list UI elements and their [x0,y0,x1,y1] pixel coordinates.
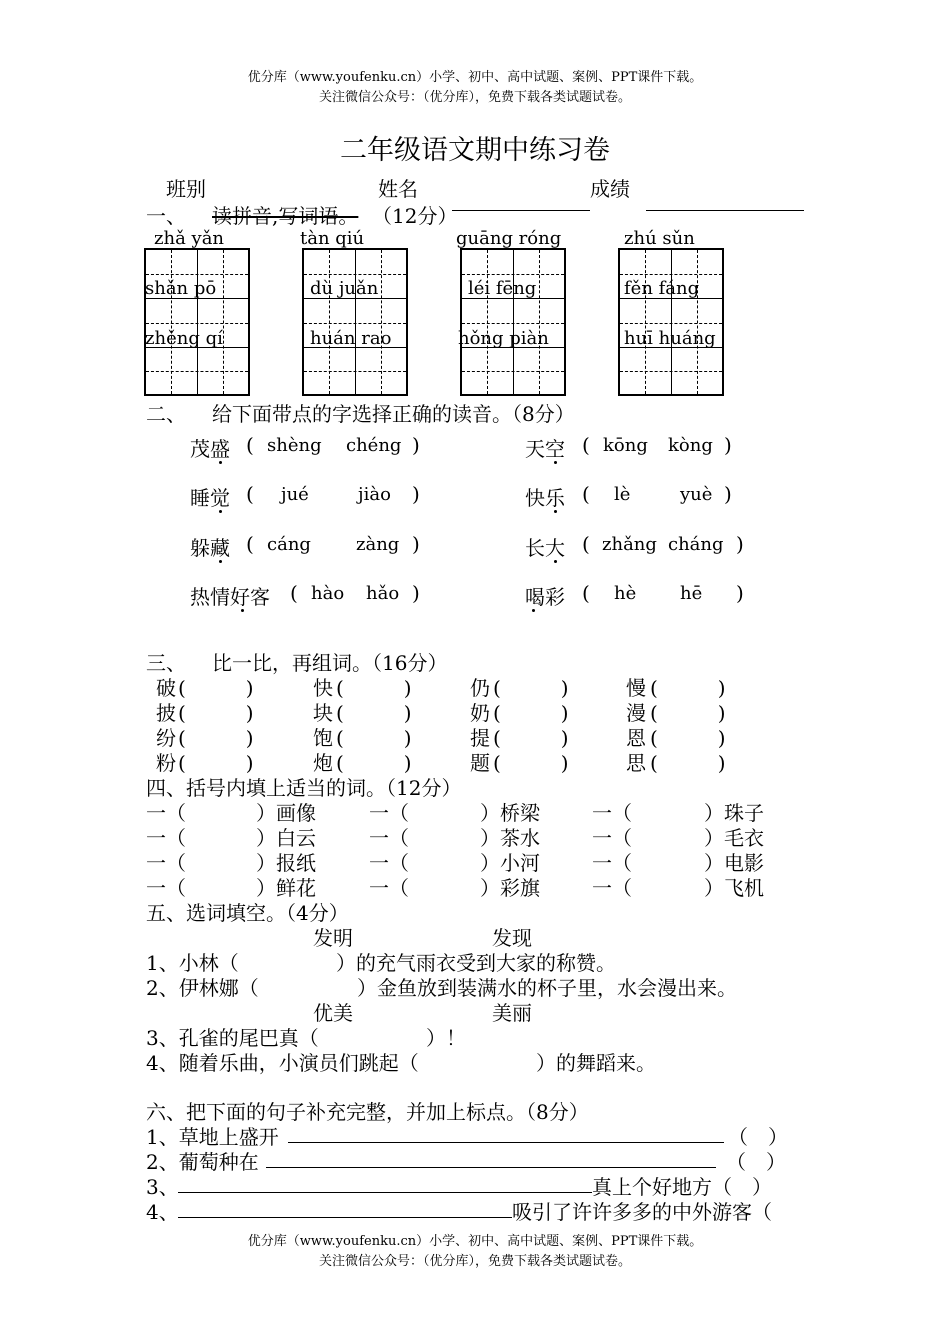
s3-char: 思 [626,751,646,775]
s3-char: 块 [313,701,333,725]
open-paren: ( [246,433,254,457]
s6-heading: 六、把下面的句子补充完整，并加上标点。（8分） [146,1100,589,1124]
s4-prefix: 一（ [146,876,186,900]
s5-q1-end: ）的充气雨衣受到大家的称赞。 [336,951,616,975]
s2-option[interactable]: kōng [603,435,648,456]
s1-points: （12分） [372,204,458,228]
s4-word: ）电影 [704,851,764,875]
s2-option[interactable]: yuè [680,484,713,505]
s4-word: ）茶水 [480,826,540,850]
pinyin-c1: guāng róng [456,228,562,249]
s3-char: 破 [156,676,176,700]
s2-option[interactable]: hè [614,583,637,604]
pinyin-d3: huī huáng [624,328,716,349]
s5-choice: 美丽 [492,1001,532,1025]
s2-option[interactable]: jiào [358,484,391,505]
s2-word: 睡觉 [190,486,230,510]
s3-heading: 比一比，再组词。（16分） [212,651,448,675]
s3-blank[interactable]: ( ) [650,726,726,750]
s4-prefix: 一（ [146,826,186,850]
emphasis-dot [219,461,222,464]
s3-char: 漫 [626,701,646,725]
s5-choice: 发现 [492,926,532,950]
s3-blank[interactable]: ( ) [493,701,569,725]
s5-q3-end: ）！ [426,1026,466,1050]
s4-prefix: 一（ [369,826,409,850]
emphasis-dot [532,609,535,612]
s6-q4-number: 4、 [146,1200,179,1224]
name-underline [452,210,590,211]
s2-word: 喝彩 [525,585,565,609]
s5-q4-end: ）的舞蹈来。 [536,1051,656,1075]
s3-blank[interactable]: ( ) [178,676,254,700]
s5-q4-start: 4、随着乐曲，小演员们跳起（ [146,1051,419,1075]
answer-line[interactable] [178,1192,592,1193]
s5-choice: 发明 [313,926,353,950]
s3-blank[interactable]: ( ) [178,701,254,725]
score-label: 成绩 [590,177,630,201]
s4-word: ）桥梁 [480,801,540,825]
s6-q4-end: 吸引了许许多多的中外游客（ [512,1200,772,1224]
s2-option[interactable]: chéng [346,435,402,456]
pinyin-c3: hǒng piàn [458,328,549,349]
s3-number: 三、 [146,651,186,675]
footer-line-1: 优分库（www.youfenku.cn）小学、初中、高中试题、案例、PPT课件下载。 [247,1234,703,1249]
s2-option[interactable]: jué [281,484,309,505]
s3-blank[interactable]: ( ) [336,701,412,725]
open-paren: ( [246,532,254,556]
s4-prefix: 一（ [592,801,632,825]
s3-blank[interactable]: ( ) [650,701,726,725]
emphasis-dot [241,609,244,612]
s5-q1-start: 1、小林（ [146,951,239,975]
s2-heading: 给下面带点的字选择正确的读音。（8分） [212,402,575,426]
s4-word: ）报纸 [256,851,316,875]
s3-char: 仍 [470,676,490,700]
open-paren: ( [582,433,590,457]
emphasis-dot [554,510,557,513]
s3-char: 提 [470,726,490,750]
s4-prefix: 一（ [369,801,409,825]
open-paren: ( [582,532,590,556]
s2-number: 二、 [146,402,186,426]
name-label: 姓名 [378,177,418,201]
pinyin-b3: huán rao [310,328,392,349]
s6-q2: 2、葡萄种在 [146,1150,259,1174]
s2-option[interactable]: zàng [356,534,400,555]
s5-q3-start: 3、孔雀的尾巴真（ [146,1026,319,1050]
close-paren: ) [736,532,744,556]
s4-prefix: 一（ [592,851,632,875]
s4-prefix: 一（ [592,876,632,900]
s2-option[interactable]: zhǎng [602,534,657,555]
s3-blank[interactable]: ( ) [178,751,254,775]
s2-option[interactable]: cáng [267,534,311,555]
emphasis-dot [554,461,557,464]
s5-heading: 五、选词填空。（4分） [146,901,349,925]
s4-word: ）小河 [480,851,540,875]
s2-word: 长大 [525,536,565,560]
writing-grid[interactable] [144,248,250,396]
close-paren: ) [412,532,420,556]
s1-number: 一、 [146,204,186,228]
pinyin-d2: fěn fáng [624,278,700,299]
s2-option[interactable]: lè [614,484,631,505]
close-paren: ) [412,581,420,605]
footer-line-2: 关注微信公众号：（优分库），免费下载各类试题试卷。 [318,1254,631,1269]
emphasis-dot [554,560,557,563]
s4-word: ）毛衣 [704,826,764,850]
s2-option[interactable]: hào [311,583,345,604]
s3-char: 恩 [626,726,646,750]
emphasis-dot [219,510,222,513]
s3-char: 快 [313,676,333,700]
close-paren: ) [724,433,732,457]
s4-word: ）彩旗 [480,876,540,900]
s3-char: 题 [470,751,490,775]
close-paren: ) [724,482,732,506]
open-paren: ( [290,581,298,605]
s5-q2-start: 2、伊林娜（ [146,976,259,1000]
close-paren: ) [736,581,744,605]
writing-grid[interactable] [302,248,408,396]
s4-prefix: 一（ [146,801,186,825]
score-underline [646,210,804,211]
s4-word: ）飞机 [704,876,764,900]
pinyin-a2: shǎn pō [145,278,217,299]
pinyin-c2: léi fēng [468,278,537,299]
s2-option[interactable]: shèng [267,435,322,456]
s2-option[interactable]: cháng [668,534,724,555]
s6-q3-number: 3、 [146,1175,179,1199]
s4-prefix: 一（ [146,851,186,875]
s2-word: 茂盛 [190,437,230,461]
class-label: 班别 [166,177,206,201]
s4-word: ）珠子 [704,801,764,825]
s3-char: 奶 [470,701,490,725]
s4-prefix: 一（ [369,851,409,875]
open-paren: ( [582,482,590,506]
s3-char: 披 [156,701,176,725]
s3-blank[interactable]: ( ) [336,751,412,775]
answer-line[interactable] [266,1167,716,1168]
header-line-2: 关注微信公众号：（优分库），免费下载各类试题试卷。 [318,90,631,105]
s3-blank[interactable]: ( ) [650,751,726,775]
s3-blank[interactable]: ( ) [493,751,569,775]
header-line-1: 优分库（www.youfenku.cn）小学、初中、高中试题、案例、PPT课件下载。 [247,70,703,85]
s6-q3-end: 真上个好地方（ ） [592,1175,772,1199]
s2-option[interactable]: hē [680,583,703,604]
emphasis-dot [219,560,222,563]
writing-grid[interactable] [618,248,724,396]
s2-word: 快乐 [525,486,565,510]
punct-blank[interactable]: （ ） [728,1125,788,1149]
open-paren: ( [582,581,590,605]
s3-blank[interactable]: ( ) [650,676,726,700]
pinyin-b1: tàn qiú [300,228,365,249]
s3-char: 炮 [313,751,333,775]
close-paren: ) [412,433,420,457]
s1-heading: 读拼音,写词语。 [212,204,359,228]
pinyin-a3: zhěng qí [145,328,223,349]
s2-option[interactable]: hǎo [366,583,400,604]
answer-line[interactable] [178,1217,512,1218]
pinyin-d1: zhú sǔn [624,228,695,249]
pinyin-b2: dù juǎn [310,278,379,299]
pinyin-a1: zhǎ yǎn [154,228,225,249]
page-title: 二年级语文期中练习卷 [340,135,610,166]
s2-option[interactable]: kòng [668,435,713,456]
writing-grid[interactable] [460,248,566,396]
s4-word: ）鲜花 [256,876,316,900]
s3-blank[interactable]: ( ) [178,726,254,750]
s3-blank[interactable]: ( ) [493,726,569,750]
s2-word: 天空 [525,437,565,461]
s3-blank[interactable]: ( ) [336,726,412,750]
s4-prefix: 一（ [369,876,409,900]
s5-choice: 优美 [313,1001,353,1025]
s4-heading: 四、括号内填上适当的词。（12分） [146,776,462,800]
answer-line[interactable] [288,1142,724,1143]
s3-char: 饱 [313,726,333,750]
s3-char: 纷 [156,726,176,750]
s2-word: 躲藏 [190,536,230,560]
s2-word: 热情好客 [190,585,270,609]
s3-blank[interactable]: ( ) [336,676,412,700]
close-paren: ) [412,482,420,506]
s3-char: 慢 [626,676,646,700]
s6-q1: 1、草地上盛开 [146,1125,279,1149]
s4-prefix: 一（ [592,826,632,850]
s3-blank[interactable]: ( ) [493,676,569,700]
s4-word: ）白云 [256,826,316,850]
s4-word: ）画像 [256,801,316,825]
open-paren: ( [246,482,254,506]
punct-blank[interactable]: （ ） [726,1150,786,1174]
s3-char: 粉 [156,751,176,775]
s5-q2-end: ）金鱼放到装满水的杯子里，水会漫出来。 [357,976,737,1000]
